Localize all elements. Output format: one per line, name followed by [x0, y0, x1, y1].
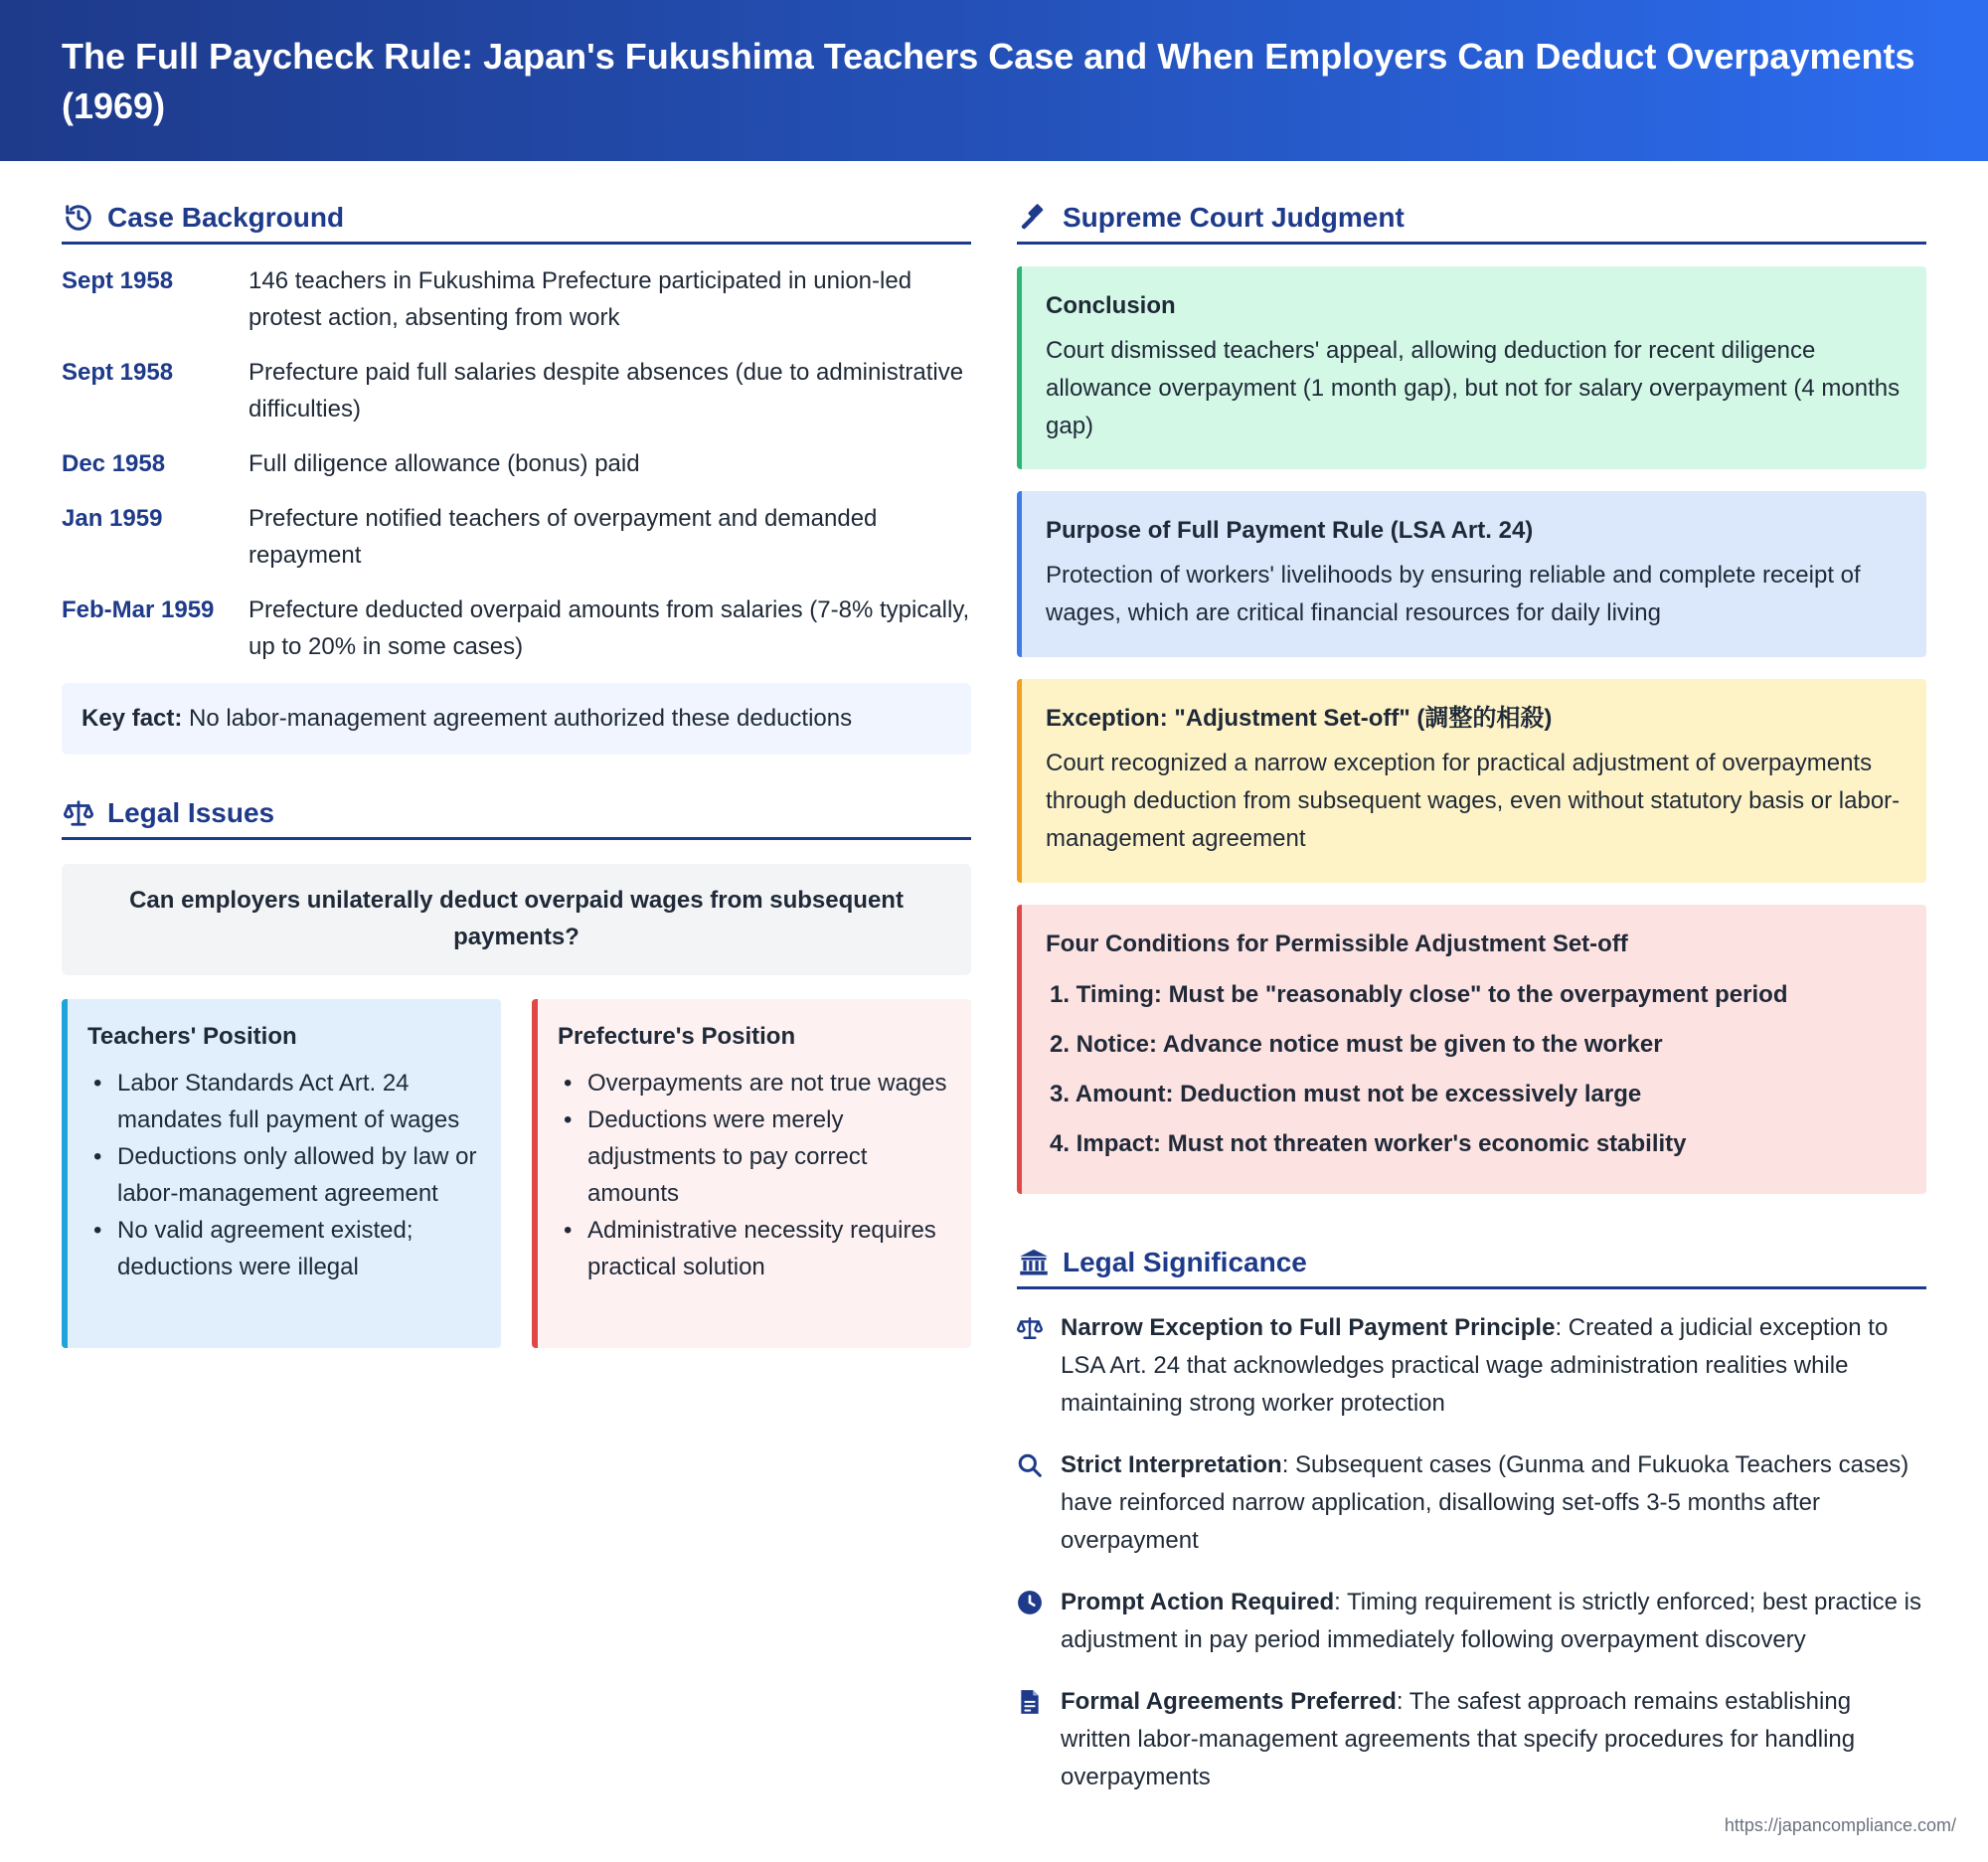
legal-issues-heading [62, 788, 971, 840]
gavel-icon [1019, 203, 1049, 233]
significance-item [1017, 1584, 1926, 1659]
timeline-date: Jan 1959 [62, 505, 163, 532]
list-item: • Administrative necessity requires practical solution [558, 1212, 951, 1285]
purpose-card [1017, 491, 1926, 657]
conclusion-card [1017, 266, 1926, 469]
source-url: https://japancompliance.com/ [1724, 1815, 1956, 1835]
conclusion-text: Court dismissed teachers' appeal, allowing deduction for recent diligence allowance overpayment (1 month gap), but not for salary overpayment (4 months gap) [1046, 337, 1901, 439]
significance-label: Prompt Action Required [1061, 1589, 1335, 1615]
scale-icon [1017, 1309, 1049, 1346]
case-background-heading [62, 193, 971, 245]
significance-item [1017, 1309, 1926, 1423]
timeline-text: Prefecture deducted overpaid amounts from salaries (7-8% typically, up to 20% in some cases) [248, 596, 970, 660]
exception-card [1017, 679, 1926, 883]
list-item: • No valid agreement existed; deductions were illegal [87, 1212, 481, 1285]
condition-item: 3. Amount: Deduction must not be excessively large [1050, 1081, 1642, 1107]
timeline-row [62, 354, 971, 427]
timeline-date: Sept 1958 [62, 267, 174, 294]
significance-label: Formal Agreements Preferred [1061, 1688, 1397, 1715]
key-fact-box [62, 683, 971, 755]
teachers-position-card [62, 999, 501, 1348]
history-icon [64, 203, 93, 233]
condition-item: 2. Notice: Advance notice must be given to the worker [1050, 1031, 1663, 1058]
significance-list [1017, 1309, 1926, 1796]
conclusion-title: Conclusion [1046, 292, 1176, 319]
significance-title: Legal Significance [1063, 1246, 1307, 1277]
list-item: • Deductions only allowed by law or labor-management agreement [87, 1138, 481, 1212]
timeline-text: Full diligence allowance (bonus) paid [248, 450, 640, 477]
significance-text: : Subsequent cases (Gunma and Fukuoka Teachers cases) have reinforced narrow application, disallowing set-offs 3-5 months after overpayment [1061, 1451, 1909, 1554]
condition-item: 4. Impact: Must not threaten worker's economic stability [1050, 1130, 1687, 1157]
legal-issues-title: Legal Issues [107, 796, 275, 828]
list-item: • Labor Standards Act Art. 24 mandates full payment of wages [87, 1065, 481, 1138]
timeline-row [62, 445, 971, 482]
significance-text: : Created a judicial exception to LSA Art. 24 that acknowledges practical wage administration realities while maintaining strong worker protection [1061, 1314, 1889, 1417]
exception-title: Exception: "Adjustment Set-off" (調整的相殺) [1046, 705, 1553, 732]
list-item: • Deductions were merely adjustments to pay correct amounts [558, 1101, 951, 1212]
significance-label: Strict Interpretation [1061, 1451, 1282, 1478]
timeline-text: Prefecture paid full salaries despite absences (due to administrative difficulties) [248, 359, 964, 423]
judgment-title: Supreme Court Judgment [1063, 201, 1405, 233]
significance-item [1017, 1683, 1926, 1796]
page-title: The Full Paycheck Rule: Japan's Fukushima Teachers Case and When Employers Can Deduct Overpayments (1969) [62, 36, 1915, 126]
timeline-row [62, 592, 971, 665]
timeline-row [62, 262, 971, 336]
legal-question: Can employers unilaterally deduct overpaid wages from subsequent payments? [62, 864, 971, 975]
positions [62, 999, 971, 1348]
purpose-title: Purpose of Full Payment Rule (LSA Art. 24) [1046, 517, 1534, 544]
significance-heading [1017, 1238, 1926, 1289]
left-column [62, 193, 971, 1348]
right-column [1017, 193, 1926, 1820]
timeline-text: Prefecture notified teachers of overpayment and demanded repayment [248, 505, 878, 569]
key-fact-text: No labor-management agreement authorized these deductions [182, 705, 853, 732]
scale-icon [64, 798, 93, 828]
teachers-position-list [87, 1065, 481, 1285]
search-icon [1017, 1446, 1049, 1483]
timeline-date: Sept 1958 [62, 359, 174, 386]
conditions-list [1046, 970, 1903, 1169]
timeline-row [62, 500, 971, 574]
key-fact-label: Key fact: [82, 705, 183, 732]
condition-item: 1. Timing: Must be "reasonably close" to the overpayment period [1050, 981, 1788, 1008]
exception-text: Court recognized a narrow exception for practical adjustment of overpayments through deduction from subsequent wages, even without statutory basis or labor-management agreement [1046, 750, 1901, 852]
list-item: • Overpayments are not true wages [558, 1065, 951, 1101]
conditions-card [1017, 905, 1926, 1194]
significance-item [1017, 1446, 1926, 1560]
landmark-icon [1019, 1248, 1049, 1277]
significance-text: : Timing requirement is strictly enforced; best practice is adjustment in pay period immediately following overpayment discovery [1061, 1589, 1922, 1653]
timeline-date: Feb-Mar 1959 [62, 596, 215, 623]
timeline-date: Dec 1958 [62, 450, 166, 477]
page-header [0, 0, 1988, 161]
conditions-title: Four Conditions for Permissible Adjustment Set-off [1046, 931, 1628, 957]
case-background-title: Case Background [107, 201, 345, 233]
clock-icon [1017, 1584, 1049, 1620]
significance-label: Narrow Exception to Full Payment Principle [1061, 1314, 1556, 1341]
significance-section [1017, 1238, 1926, 1796]
prefecture-position-list [558, 1065, 951, 1285]
purpose-text: Protection of workers' livelihoods by ensuring reliable and complete receipt of wages, which are critical financial resources for daily living [1046, 562, 1861, 626]
timeline [62, 262, 971, 665]
document-icon [1017, 1683, 1049, 1720]
prefecture-position-title: Prefecture's Position [558, 1023, 796, 1050]
legal-issues-section [62, 788, 971, 1348]
judgment-heading [1017, 193, 1926, 245]
teachers-position-title: Teachers' Position [87, 1023, 297, 1050]
significance-text: : The safest approach remains establishing written labor-management agreements that specify procedures for handling overpayments [1061, 1688, 1856, 1790]
timeline-text: 146 teachers in Fukushima Prefecture participated in union-led protest action, absenting from work [248, 267, 912, 331]
prefecture-position-card [532, 999, 971, 1348]
